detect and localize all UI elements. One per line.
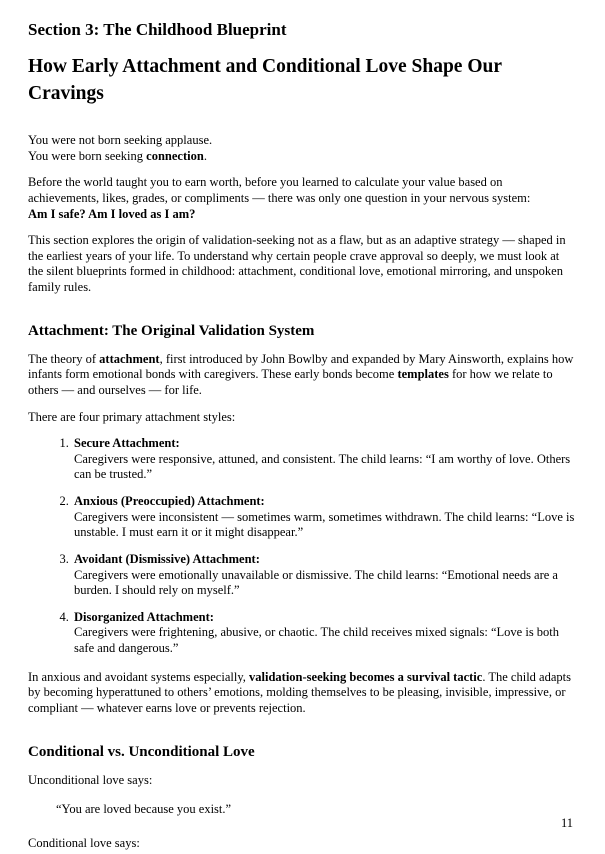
text-run: Before the world taught you to earn worth, before you learned to calculate your value based on achievements, likes, grades, or compliments — there was only one question in your nervous system: xyxy=(28,175,531,205)
text-run-bold: templates xyxy=(397,367,449,382)
list-item-avoidant-attachment xyxy=(72,552,575,599)
list-item-title: Secure Attachment: xyxy=(74,436,180,451)
unconditional-love-quote: “You are loved because you exist.” xyxy=(56,802,232,817)
list-item-body: Caregivers were inconsistent — sometimes warm, sometimes withdrawn. The child learns: “Love is unstable. I must earn it or it might disappear.” xyxy=(74,509,575,540)
document-title: How Early Attachment and Conditional Love Shape Our Cravings xyxy=(28,56,502,104)
attachment-styles-list xyxy=(28,436,575,657)
text-run-bold: Am I safe? Am I loved as I am? xyxy=(28,206,196,221)
list-item-title: Anxious (Preoccupied) Attachment: xyxy=(74,494,265,509)
list-item-body: Caregivers were emotionally unavailable or dismissive. The child learns: “Emotional needs are a burden. I should rely on myself.” xyxy=(74,567,558,598)
list-item-body: Caregivers were responsive, attuned, and consistent. The child learns: “I am worthy of love. Others can be trusted.” xyxy=(74,451,571,482)
text-run-bold: attachment xyxy=(99,351,160,366)
list-item-body: Caregivers were frightening, abusive, or chaotic. The child receives mixed signals: “Love is both safe and dangerous.” xyxy=(74,625,560,656)
conditional-love-section-heading: Conditional vs. Unconditional Love xyxy=(28,743,255,760)
text-run: You were not born seeking applause. xyxy=(28,133,213,148)
paragraph-survival-tactic xyxy=(28,670,575,717)
text-run-bold: validation-seeking becomes a survival tactic xyxy=(249,669,483,684)
text-run: for how we relate to others — and ourselves — for life. xyxy=(28,367,553,397)
paragraph-conditional-label: Conditional love says: xyxy=(28,835,140,850)
paragraph-theory xyxy=(28,352,575,399)
page-number: 11 xyxy=(560,816,573,830)
paragraph-intro xyxy=(28,133,575,164)
paragraph-styles-intro: There are four primary attachment styles: xyxy=(28,409,236,424)
paragraph-overview: This section explores the origin of validation-seeking not as a flaw, but as an adaptive strategy — shaped in the earliest years of your life. To understand why certain people crave approval so deeply, we must look at the silent blueprints formed in childhood: attachment, conditional love, emotional mirroring, and unspoken family rules. xyxy=(28,233,566,295)
paragraph-question xyxy=(28,175,575,222)
text-run: You were born seeking xyxy=(28,148,147,163)
text-run: The theory of xyxy=(28,351,100,366)
attachment-section-heading: Attachment: The Original Validation System xyxy=(28,322,315,339)
text-run: In anxious and avoidant systems especially, xyxy=(28,669,250,684)
list-item-title: Avoidant (Dismissive) Attachment: xyxy=(74,551,260,566)
list-item-title: Disorganized Attachment: xyxy=(74,609,214,624)
text-run: , first introduced by John Bowlby and expanded by Mary Ainsworth, explains how infants form emotional bonds with caregivers. These early bonds become xyxy=(28,351,574,382)
list-item-secure-attachment xyxy=(72,436,575,483)
list-item-anxious-attachment xyxy=(72,494,575,541)
text-run: . xyxy=(203,148,207,163)
text-run-bold: connection xyxy=(146,148,204,163)
paragraph-unconditional-label: Unconditional love says: xyxy=(28,772,153,787)
text-run: . The child adapts by becoming hyperattuned to others’ emotions, molding themselves to be pleasing, invisible, impressive, or compliant — whatever earns love or prevents rejection. xyxy=(28,669,571,715)
section-heading: Section 3: The Childhood Blueprint xyxy=(28,20,287,39)
list-item-disorganized-attachment xyxy=(72,610,575,657)
